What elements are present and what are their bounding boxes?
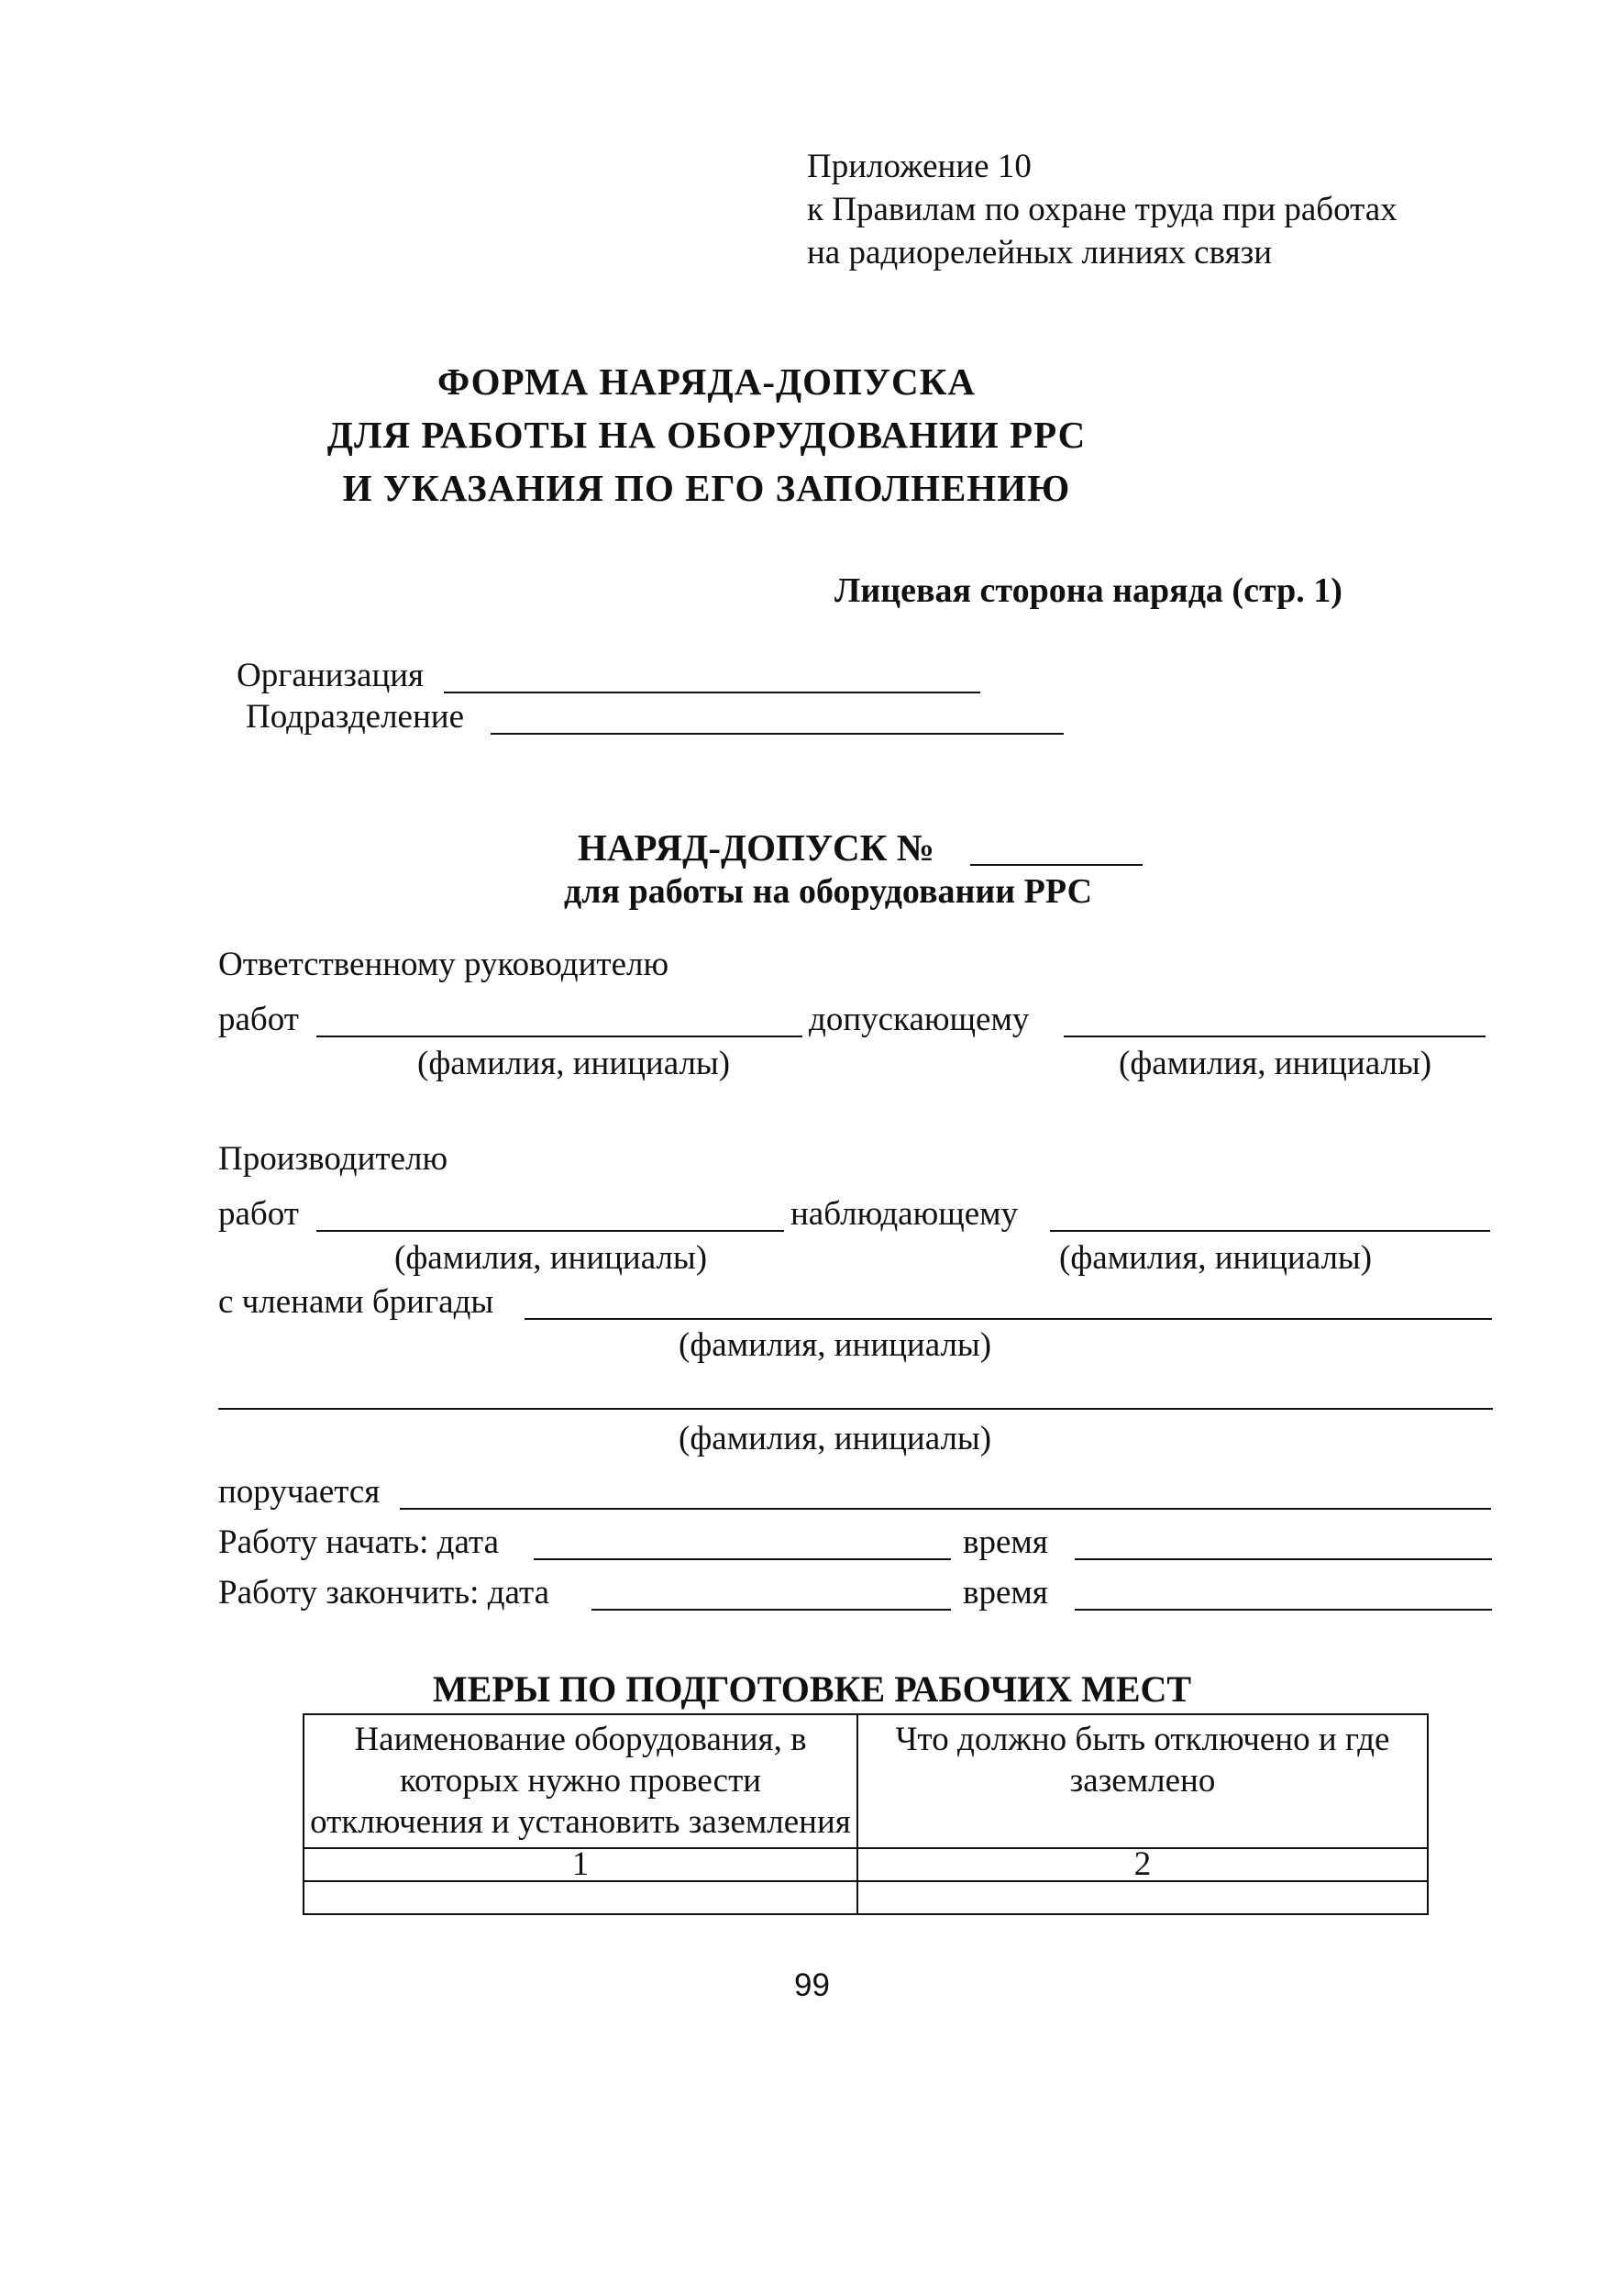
- observing-caption: (фамилия, инициалы): [1059, 1239, 1373, 1277]
- responsible-manager-caption: (фамилия, инициалы): [417, 1045, 731, 1082]
- assigned-field[interactable]: [400, 1508, 1491, 1510]
- brigade-field-2[interactable]: [218, 1408, 1493, 1410]
- responsible-manager-field[interactable]: [316, 1036, 802, 1037]
- appendix-number: Приложение 10: [807, 148, 1032, 185]
- end-date-field[interactable]: [591, 1609, 951, 1611]
- table-cell-equipment[interactable]: [304, 1881, 857, 1914]
- end-time-field[interactable]: [1075, 1609, 1492, 1611]
- producer-field[interactable]: [316, 1230, 784, 1232]
- measures-title: МЕРЫ ПО ПОДГОТОВКЕ РАБОЧИХ МЕСТ: [432, 1668, 1192, 1710]
- column-number-1: 1: [304, 1848, 857, 1881]
- column-header-disconnect: Что должно быть отключено и где заземлено: [857, 1714, 1428, 1848]
- producer-caption: (фамилия, инициалы): [394, 1239, 708, 1277]
- start-date-label: Работу начать: дата: [218, 1523, 499, 1561]
- permit-subtitle: для работы на оборудовании РРС: [564, 872, 1093, 911]
- appendix-scope-line: на радиорелейных линиях связи: [807, 234, 1273, 271]
- end-time-label: время: [963, 1574, 1048, 1612]
- brigade-caption-2: (фамилия, инициалы): [679, 1420, 992, 1457]
- organization-label: Организация: [237, 657, 425, 694]
- appendix-rules-line: к Правилам по охране труда при работах: [807, 191, 1398, 228]
- start-time-label: время: [963, 1523, 1048, 1561]
- page-number: 99: [794, 1967, 830, 2003]
- permit-number-field[interactable]: [970, 864, 1143, 866]
- measures-table: [303, 1713, 1429, 1915]
- observing-field[interactable]: [1050, 1230, 1490, 1232]
- admitting-label: допускающему: [809, 1001, 1030, 1038]
- table-number-row: [304, 1848, 1428, 1881]
- form-title-line-3: И УКАЗАНИЯ ПО ЕГО ЗАПОЛНЕНИЮ: [342, 467, 1071, 509]
- works-label-1: работ: [218, 1001, 299, 1038]
- permit-title: НАРЯД-ДОПУСК №: [578, 826, 934, 869]
- admitting-field[interactable]: [1064, 1036, 1486, 1037]
- form-title-line-2: ДЛЯ РАБОТЫ НА ОБОРУДОВАНИИ РРС: [326, 414, 1087, 456]
- brigade-caption-1: (фамилия, инициалы): [679, 1326, 992, 1364]
- observing-label: наблюдающему: [790, 1195, 1019, 1233]
- brigade-label: с членами бригады: [218, 1283, 494, 1321]
- producer-label: Производителю: [218, 1140, 448, 1178]
- end-date-label: Работу закончить: дата: [218, 1574, 550, 1612]
- front-side-subtitle: Лицевая сторона наряда (стр. 1): [834, 571, 1342, 610]
- column-header-equipment: Наименование оборудования, в которых нужно провести отключения и установить заземления: [304, 1714, 857, 1848]
- column-number-2: 2: [857, 1848, 1428, 1881]
- table-header-row: [304, 1714, 1428, 1848]
- table-row: [304, 1881, 1428, 1914]
- division-label: Подразделение: [246, 698, 465, 736]
- start-time-field[interactable]: [1075, 1558, 1492, 1560]
- assigned-label: поручается: [218, 1473, 381, 1511]
- form-title-line-1: ФОРМА НАРЯДА-ДОПУСКА: [436, 360, 977, 403]
- admitting-caption: (фамилия, инициалы): [1119, 1045, 1432, 1082]
- start-date-field[interactable]: [534, 1558, 951, 1560]
- brigade-field-1[interactable]: [525, 1318, 1492, 1320]
- organization-field[interactable]: [444, 692, 980, 693]
- table-cell-disconnect[interactable]: [857, 1881, 1428, 1914]
- responsible-manager-label: Ответственному руководителю: [218, 946, 669, 983]
- division-field[interactable]: [491, 733, 1064, 735]
- works-label-2: работ: [218, 1195, 299, 1233]
